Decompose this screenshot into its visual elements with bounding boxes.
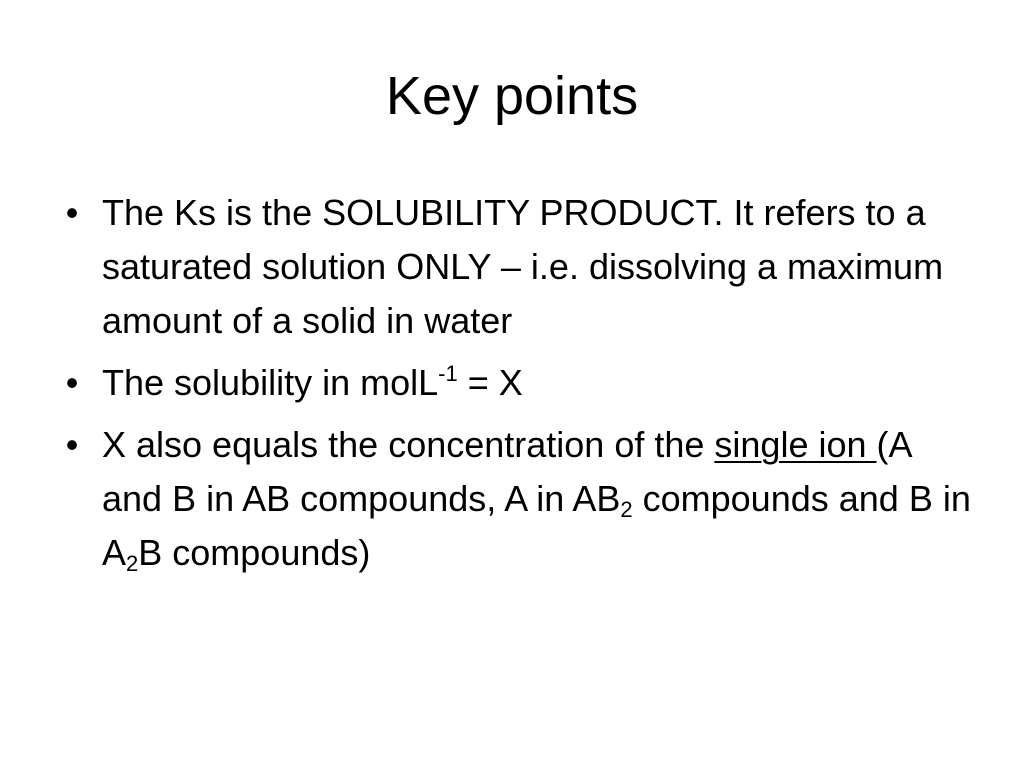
- bullet-text: = X: [457, 362, 523, 403]
- bullet-text: compounds and B in A: [102, 478, 971, 573]
- slide-title: Key points: [385, 66, 639, 126]
- underlined-term: single ion: [714, 424, 877, 465]
- bullet-item-x-equals: [60, 418, 980, 580]
- subscript: 2: [126, 551, 139, 576]
- bullet-item-solubility: [60, 356, 980, 410]
- bullet-marker: •: [65, 362, 79, 403]
- bullet-marker: •: [65, 192, 79, 233]
- bullet-marker: •: [65, 424, 79, 465]
- bullet-item-ks-definition: [60, 186, 980, 348]
- bullet-text: X also equals the concentration of the: [102, 424, 715, 465]
- bullet-list: [60, 186, 980, 588]
- subscript: 2: [620, 497, 633, 522]
- bullet-text: The solubility in molL: [102, 362, 439, 403]
- bullet-text: The Ks is the SOLUBILITY PRODUCT. It refers to a saturated solution ONLY – i.e. dissolving a maximum amount of a solid in water: [102, 192, 944, 341]
- superscript: -1: [438, 361, 458, 386]
- bullet-text: (A and B in AB compounds, A in AB: [102, 424, 911, 519]
- bullet-text: B compounds): [138, 532, 371, 573]
